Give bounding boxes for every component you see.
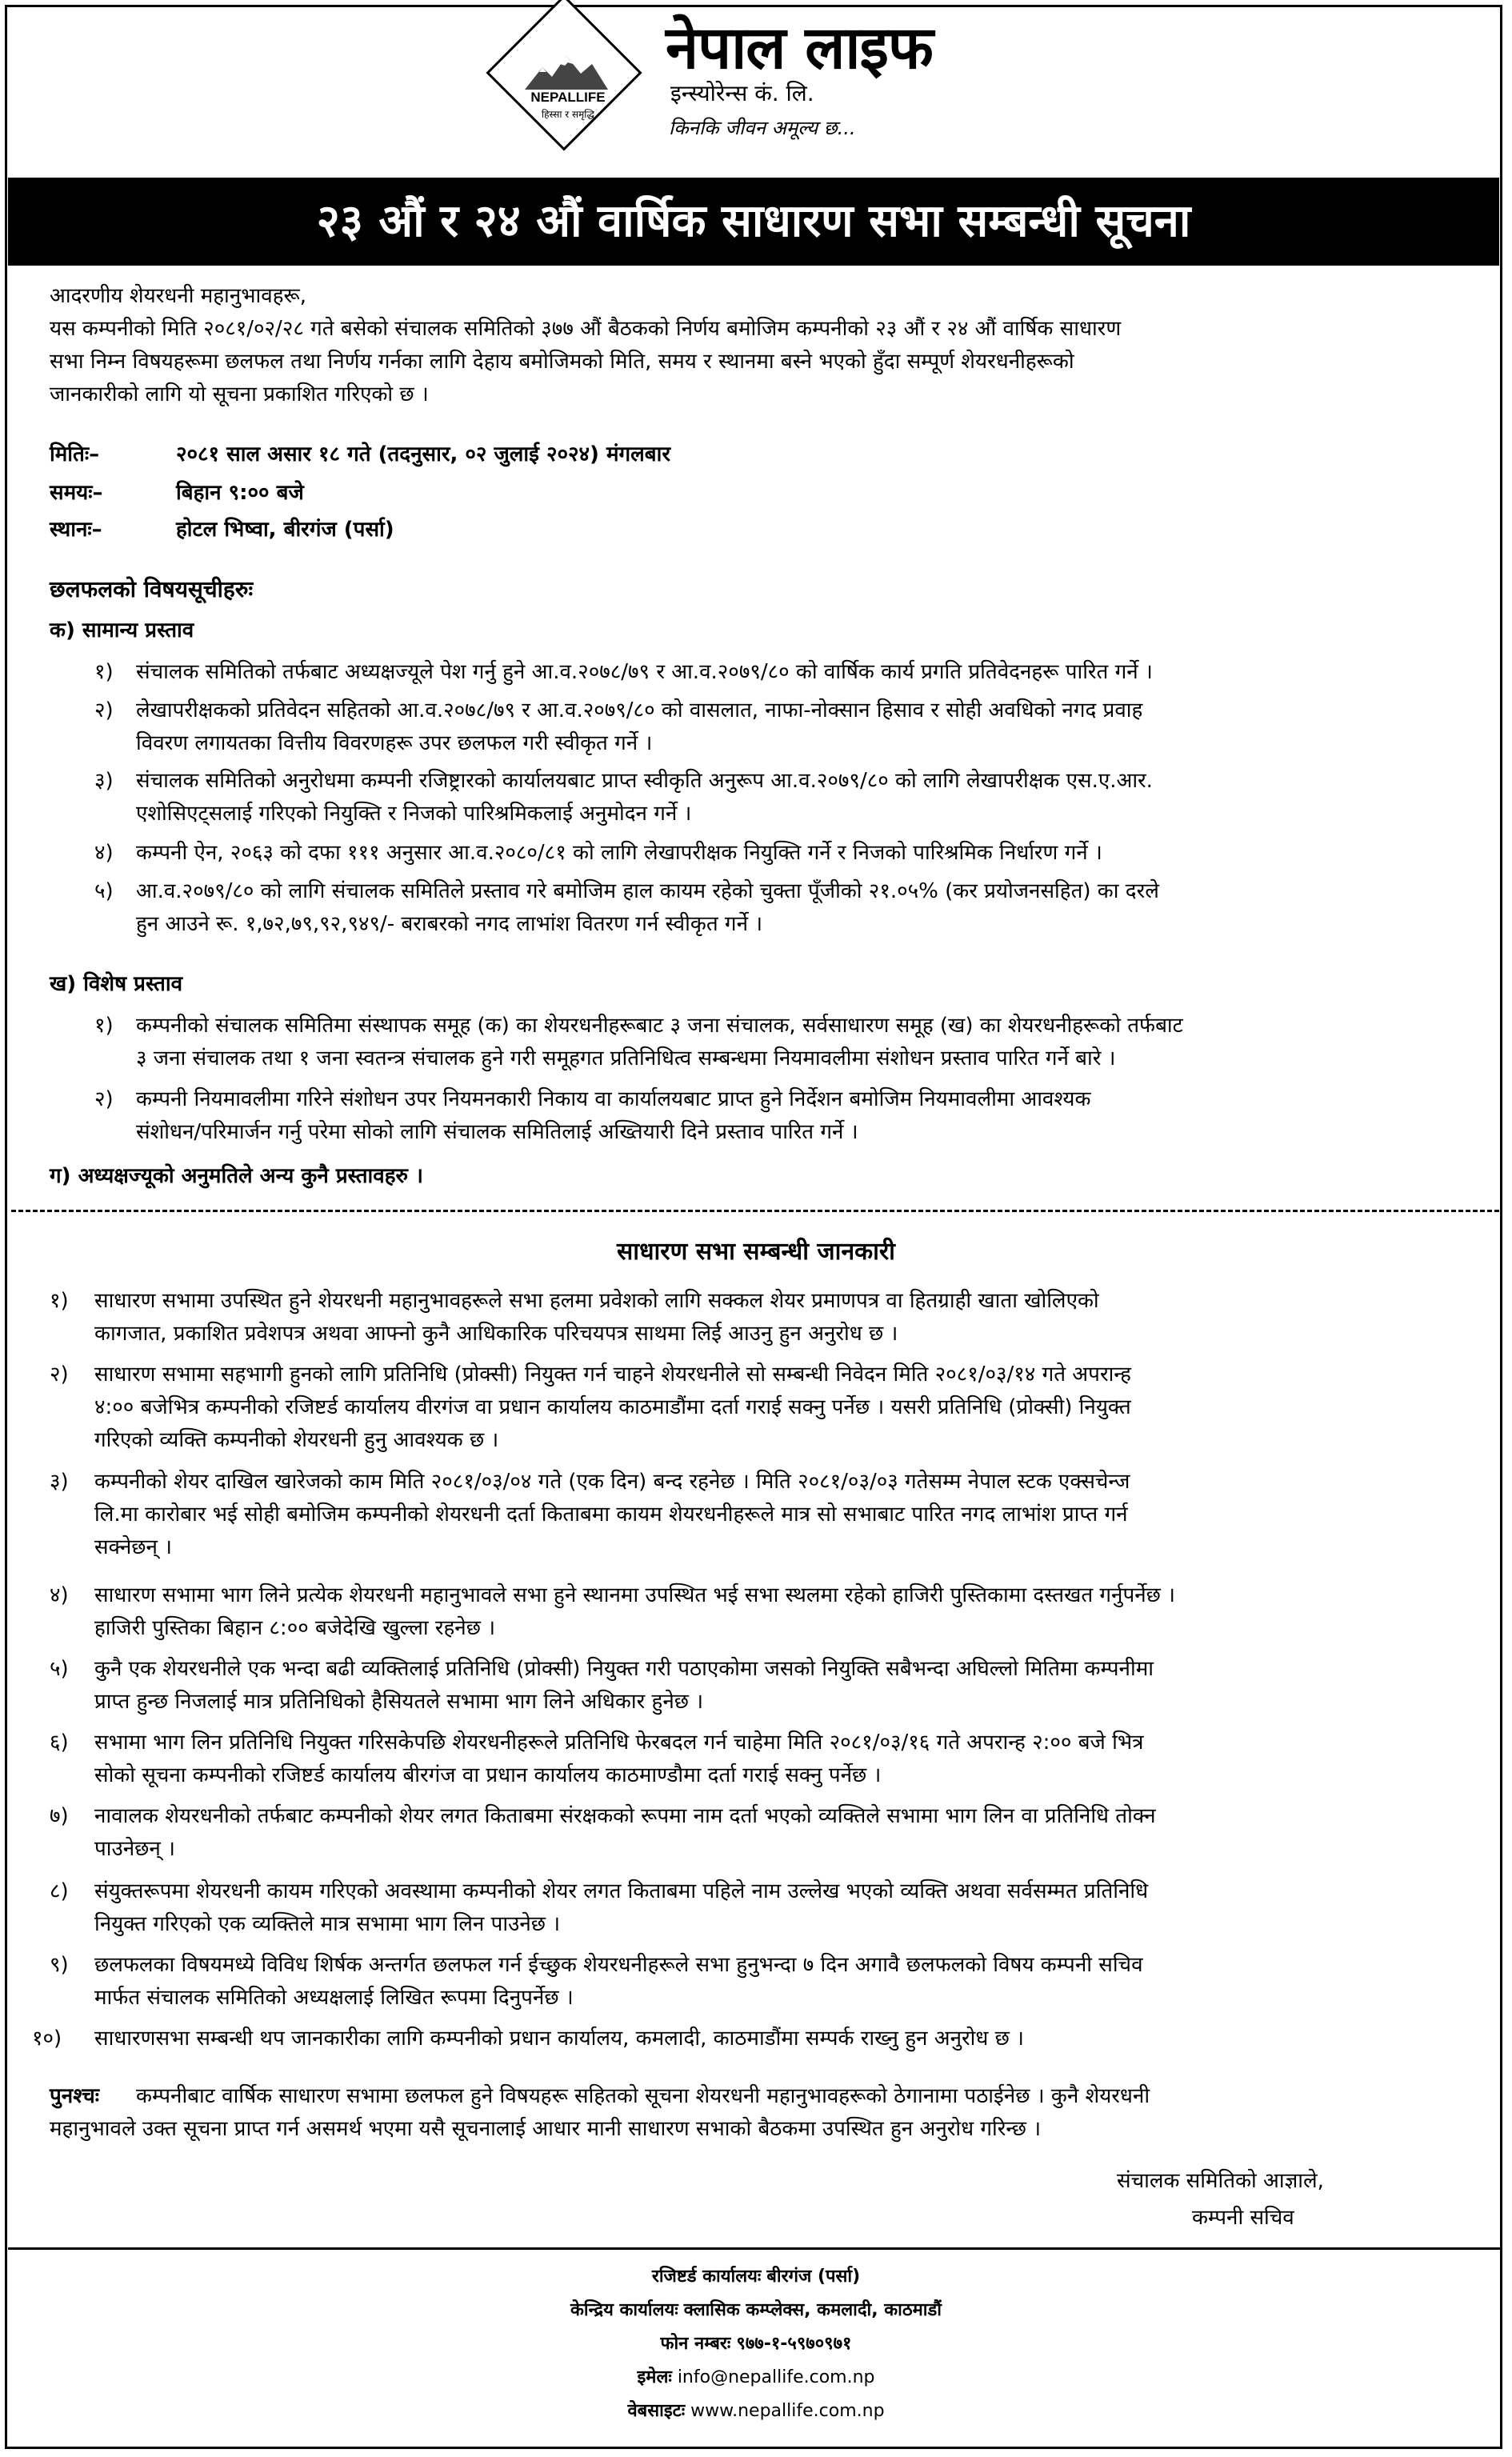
footer-central-office [0,2298,1512,2323]
footer-divider [8,2247,1502,2250]
ordinary-heading: क) सामान्य प्रस्ताव [50,618,194,642]
dashed-divider [11,1210,1499,1212]
intro-line: जानकारीको लागि यो सूचना प्रकाशित गरिएको छ । [50,382,429,406]
footer-email [0,2365,1512,2391]
info-item-line: छलफलका विषयमध्ये विविध शिर्षक अन्तर्गत छलफल गर्न ईच्छुक शेयरधनीहरूले सभा हुनुभन्दा ७ दिन अगावै छलफलको विषय कम्पनी सचिव [94,1953,1143,1977]
agenda-item-line: एशोसिएट्सलाई गरिएको नियुक्ति र निजको पारिश्रमिकलाई अनुमोदन गर्ने । [136,802,692,826]
agenda-heading: छलफलको विषयसूचीहरुः [50,576,254,602]
agenda-number: १) [94,1014,114,1038]
agenda-item-line: विवरण लगायतका वित्तीय विवरणहरू उपर छलफल गरी स्वीकृत गर्ने । [136,731,653,755]
footer-email-link[interactable]: info@nepallife.com.np [677,2367,875,2387]
signature-line: संचालक समितिको आज्ञाले, [1117,2169,1324,2193]
postscript-line: महानुभावले उक्त सूचना प्राप्त गर्न असमर्थ भएमा यसै सूचनालाई आधार मानी साधारण सभाको बैठकमा उपस्थित हुन अनुरोध गरिन्छ । [50,2117,1042,2141]
footer-label: वेबसाइटः [627,2401,686,2421]
info-number: ६) [50,1731,69,1755]
date-value: २०८१ साल असार १८ गते (तदनुसार, ०२ जुलाई २०२४) मंगलबार [176,442,671,466]
info-item-line: हाजिरी पुस्तिका बिहान ८:०० बजेदेखि खुल्ला रहनेछ । [94,1616,496,1640]
time-value: बिहान ९:०० बजे [176,481,304,505]
footer-value: क्लासिक कम्प्लेक्स, कमलादी, काठमाडौं [683,2300,942,2320]
agenda-item-line: कम्पनी ऐन, २०६३ को दफा १११ अनुसार आ.व.२०८०/८१ को लागि लेखापरीक्षक नियुक्ति गर्ने र निजको पारिश्रमिक निर्धारण गर्ने । [136,841,1102,865]
footer-value: बीरगंज (पर्सा) [766,2267,861,2287]
info-item-line: गरिएको व्यक्ति कम्पनीको शेयरधनी हुनु आवश्यक छ । [94,1428,499,1452]
agenda-item-line: संचालक समितिको अनुरोधमा कम्पनी रजिष्ट्रारको कार्यालयबाट प्राप्त स्वीकृति अनुरूप आ.व.२०७९/८० को लागि लेखापरीक्षक एस.ए.आर. [136,769,1153,793]
postscript-line: कम्पनीबाट वार्षिक साधारण सभामा छलफल हुने विषयहरू सहितको सूचना शेयरधनी महानुभावहरूको ठेगानामा पठाईनेछ । कुनै शेयरधनी [136,2084,1150,2108]
footer-website-link[interactable]: www.nepallife.com.np [690,2401,885,2421]
footer-label: रजिष्टर्ड कार्यालयः [651,2267,762,2287]
info-item-line: लि.मा कारोबार भई सोही बमोजिम कम्पनीको शेयरधनी दर्ता किताबमा कायम शेयरधनीहरूले मात्र सो सभाबाट पारित नगद लाभांश प्राप्त गर्न [94,1503,1128,1527]
info-number: ८) [50,1879,69,1903]
info-number: १) [50,1289,69,1313]
brand-name: नेपाल लाइफ [666,14,933,82]
footer-registered-office [0,2264,1512,2290]
logo-tagline: हिस्सा र समृद्धि [541,109,594,120]
info-number: ७) [50,1804,69,1828]
info-number: १०) [32,2027,62,2051]
agenda-number: १) [94,660,114,684]
info-number: ५) [50,1657,69,1681]
info-item-line: साधारणसभा सम्बन्धी थप जानकारीका लागि कम्पनीको प्रधान कार्यालय, कमलादी, काठमाडौंमा सम्पर्क राख्नु हुन अनुरोध छ । [94,2027,1024,2051]
agenda-item-line: हुन आउने रू. १,७२,७९,९२,९४९/- बराबरको नगद लाभांश वितरण गर्न स्वीकृत गर्ने । [136,912,763,936]
logo-wordmark: NEPALLIFE [530,90,606,105]
agenda-number: २) [94,698,114,722]
info-item-line: संयुक्तरूपमा शेयरधनी कायम गरिएको अवस्थामा कम्पनीको शेयर लगत किताबमा पहिले नाम उल्लेख भएको व्यक्ति अथवा सर्वसम्मत प्रतिनिधि [94,1879,1149,1903]
info-heading: साधारण सभा सम्बन्धी जानकारी [617,1238,895,1266]
agenda-number: ४) [94,841,114,865]
info-item-line: प्राप्त हुन्छ निजलाई मात्र प्रतिनिधिको हैसियतले सभामा भाग लिने अधिकार हुनेछ । [94,1690,704,1714]
venue-value: होटल भिष्वा, बीरगंज (पर्सा) [176,518,394,542]
info-item-line: सक्नेछन् । [94,1535,173,1559]
intro-line: यस कम्पनीको मिति २०८१/०२/२८ गते बसेको संचालक समितिको ३७७ औं बैठकको निर्णय बमोजिम कम्पनीको २३ औं र २४ औं वार्षिक साधारण [50,317,1122,341]
info-item-line: मार्फत संचालक समितिको अध्यक्षलाई लिखित रूपमा दिनुपर्नेछ । [94,1986,574,2010]
postscript-label: पुनश्चः [50,2084,100,2108]
other-heading: ग) अध्यक्षज्यूको अनुमतिले अन्य कुनै प्रस्तावहरु । [50,1164,424,1188]
info-number: ३) [50,1470,69,1494]
info-number: ४) [50,1583,69,1607]
greeting: आदरणीय शेयरधनी महानुभावहरू, [50,284,306,308]
info-item-line: साधारण सभामा भाग लिने प्रत्येक शेयरधनी महानुभावले सभा हुने स्थानमा उपस्थित भई सभा स्थलमा रहेको हाजिरी पुस्तिकामा दस्तखत गर्नुपर्नेछ । [94,1583,1176,1607]
info-item-line: नियुक्त गरिएको एक व्यक्तिले मात्र सभामा भाग लिन पाउनेछ । [94,1912,561,1936]
footer-website [0,2399,1512,2424]
agenda-number: ५) [94,879,114,903]
footer-label: इमेलः [637,2367,672,2387]
agenda-item-line: कम्पनी नियमावलीमा गरिने संशोधन उपर नियमनकारी निकाय वा कार्यालयबाट प्राप्त हुने निर्देशन बमोजिम नियमावलीमा आवश्यक [136,1087,1091,1111]
info-item-line: पाउनेछन् । [94,1837,175,1861]
agenda-item-line: कम्पनीको संचालक समितिमा संस्थापक समूह (क) का शेयरधनीहरूबाट ३ जना संचालक, सर्वसाधारण समूह (ख) का शेयरधनीहरूको तर्फबाट [136,1014,1183,1038]
agenda-item-line: संशोधन/परिमार्जन गर्नु परेमा सोको लागि संचालक समितिलाई अख्तियारी दिने प्रस्ताव पारित गर्ने । [136,1120,858,1144]
info-item-line: साधारण सभामा उपस्थित हुने शेयरधनी महानुभावहरूले सभा हलमा प्रवेशको लागि सक्कल शेयर प्रमाणपत्र वा हितग्राही खाता खोलिएको [94,1289,1099,1313]
info-item-line: कागजात, प्रकाशित प्रवेशपत्र अथवा आफ्नो कुनै आधिकारिक परिचयपत्र साथमा लिई आउनु हुन अनुरोध छ । [94,1322,898,1346]
info-number: ९) [50,1953,69,1977]
agenda-number: ३) [94,769,114,793]
info-number: २) [50,1363,69,1387]
info-item-line: सोको सूचना कम्पनीको रजिष्टर्ड कार्यालय बीरगंज वा प्रधान कार्यालय काठमाण्डौमा दर्ता गराई सक्नु पर्नेछ । [94,1763,882,1787]
info-item-line: नावालक शेयरधनीको तर्फबाट कम्पनीको शेयर लगत किताबमा संरक्षकको रूपमा नाम दर्ता भएको व्यक्तिले सभामा भाग लिन वा प्रतिनिधि तोक्न [94,1804,1156,1828]
info-item-line: ४:०० बजेभित्र कम्पनीको रजिष्टर्ड कार्यालय वीरगंज वा प्रधान कार्यालय काठमाडौंमा दर्ता गराई सक्नु पर्नेछ । यसरी प्रतिनिधि (प्रोक्सी) नियुक्त [94,1395,1131,1419]
agenda-number: २) [94,1087,114,1111]
info-item-line: सभामा भाग लिन प्रतिनिधि नियुक्त गरिसकेपछि शेयरधनीहरूले प्रतिनिधि फेरबदल गर्न चाहेमा मिति २०८१/०३/१६ गते अपरान्ह २:०० बजे भित्र [94,1731,1144,1755]
intro-line: सभा निम्न विषयहरूमा छलफल तथा निर्णय गर्नका लागि देहाय बमोजिमको मिति, समय र स्थानमा बस्ने भएको हुँदा सम्पूर्ण शेयरधनीहरूको [50,350,1074,374]
info-item-line: साधारण सभामा सहभागी हुनको लागि प्रतिनिधि (प्रोक्सी) नियुक्त गर्न चाहने शेयरधनीले सो सम्बन्धी निवेदन मिति २०८१/०३/१४ गते अपरान्ह [94,1363,1131,1387]
agenda-item-line: आ.व.२०७९/८० को लागि संचालक समितिले प्रस्ताव गरे बमोजिम हाल कायम रहेको चुक्ता पूँजीको २१.०५% (कर प्रयोजनसहित) का दरले [136,879,1159,903]
agenda-item-line: ३ जना संचालक तथा १ जना स्वतन्त्र संचालक हुने गरी समूहगत प्रतिनिधित्व सम्बन्धमा नियमावलीमा संशोधन प्रस्ताव पारित गर्ने बारे । [136,1046,1116,1070]
agenda-item-line: संचालक समितिको तर्फबाट अध्यक्षज्यूले पेश गर्नु हुने आ.व.२०७८/७९ र आ.व.२०७९/८० को वार्षिक कार्य प्रगति प्रतिवेदनहरू पारित गर्ने । [136,660,1153,684]
date-label: मितिः– [50,442,100,466]
special-heading: ख) विशेष प्रस्ताव [50,972,183,996]
venue-label: स्थानः– [50,518,102,542]
footer-label: केन्द्रिय कार्यालयः [570,2300,678,2320]
brand-slogan: किनकि जीवन अमूल्य छ... [669,117,856,139]
notice-title: २३ औं र २४ औं वार्षिक साधारण सभा सम्बन्धी सूचना [8,178,1499,266]
time-label: समयः– [50,481,103,505]
agenda-item-line: लेखापरीक्षकको प्रतिवेदन सहितको आ.व.२०७८/७९ र आ.व.२०७९/८० को वासलात, नाफा-नोक्सान हिसाव र सोही अवधिको नगद प्रवाह [136,698,1143,722]
footer-value: ९७७-१-५९७०९७१ [736,2334,852,2354]
brand-subtitle: इन्स्योरेन्स कं. लि. [670,80,814,106]
info-item-line: कुनै एक शेयरधनीले एक भन्दा बढी व्यक्तिलाई प्रतिनिधि (प्रोक्सी) नियुक्त गरी पठाएकोमा जसको नियुक्ति सबैभन्दा अघिल्लो मितिमा कम्पनीमा [94,1657,1154,1681]
info-item-line: कम्पनीको शेयर दाखिल खारेजको काम मिति २०८१/०३/०४ गते (एक दिन) बन्द रहनेछ । मिति २०८१/०३/०३ गतेसम्म नेपाल स्टक एक्सचेन्ज [94,1470,1130,1494]
footer-label: फोन नम्बरः [660,2334,731,2354]
signature-title: कम्पनी सचिव [1192,2206,1294,2230]
footer-phone [0,2331,1512,2357]
